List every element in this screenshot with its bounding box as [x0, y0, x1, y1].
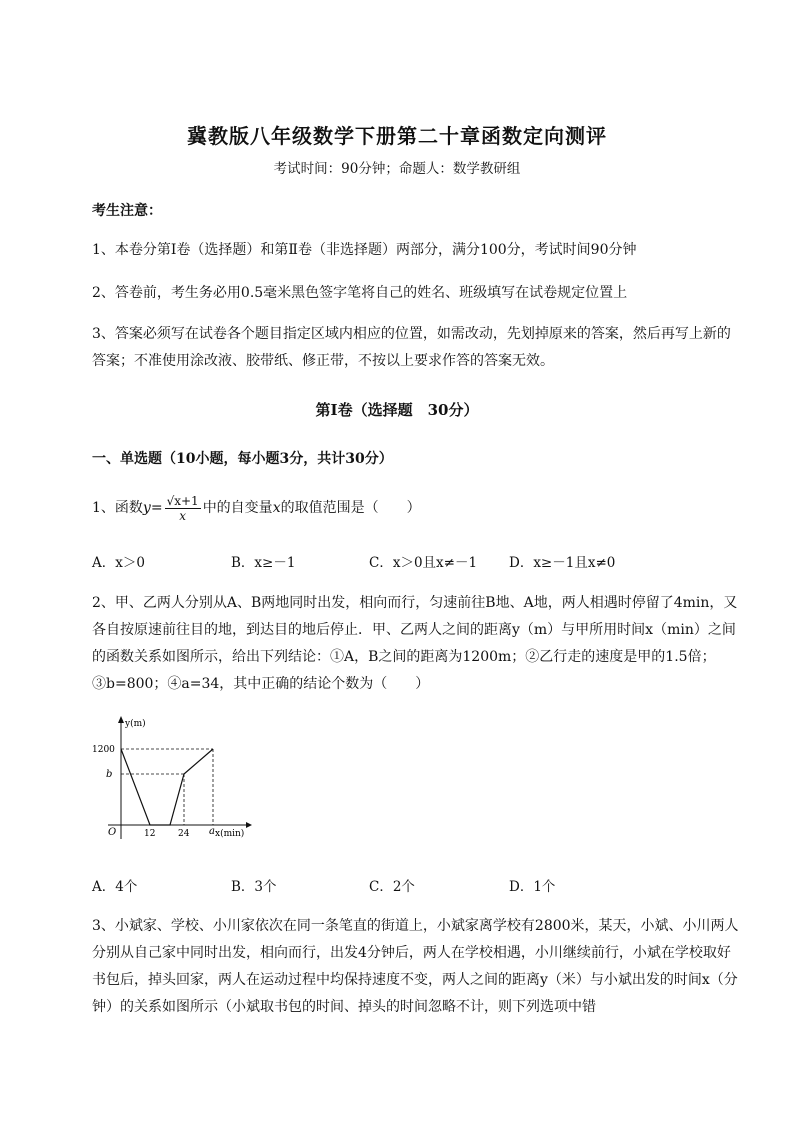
x-tick-12: 12: [144, 829, 156, 839]
q1-numerator: √x+1: [166, 493, 199, 508]
question-3: 3、小斌家、学校、小川家依次在同一条笔直的街道上，小斌家离学校有2800米，某天，小斌、小川两人分别从自己家中同时出发，相向而行，出发4分钟后，两人在学校相遇，小川继续前行，小斌在学校取好书包后，掉头回家，两人在运动过程中均保持速度不变，两人之间的距离y（米）与小斌出发的时间x（分钟）的关系如图所示（小斌取书包的时间、掉头的时间忽略不计，则下列选项中错: [92, 918, 739, 1015]
x-tick-a: a: [209, 826, 215, 837]
y-axis-label: y(m): [125, 719, 146, 729]
y-tick-1200: 1200: [92, 745, 115, 755]
notice-heading: 考生注意：: [92, 203, 162, 219]
x-axis-arrow: [246, 822, 252, 828]
q1-suffix: 中的自变量: [202, 500, 273, 516]
q2-option-d[interactable]: D．1个: [509, 879, 556, 895]
exam-info: 考试时间：90分钟；命题人：数学教研组: [273, 161, 521, 177]
q2-option-c[interactable]: C．2个: [369, 879, 415, 895]
q1-eq: =: [150, 500, 163, 516]
x-axis-label: x(min): [215, 829, 245, 839]
page-title: 冀教版八年级数学下册第二十章函数定向测评: [187, 124, 607, 148]
notice-item-1: 1、本卷分第I卷（选择题）和第Ⅱ卷（非选择题）两部分，满分100分，考试时间90分钟: [92, 242, 637, 258]
x-tick-24: 24: [178, 829, 190, 839]
q1-fraction: [165, 494, 201, 523]
q1-denominator: x: [179, 508, 187, 523]
part-heading: 一、单选题（10小题，每小题3分，共计30分）: [92, 451, 393, 467]
question-2: 2、甲、乙两人分别从A、B两地同时出发，相向而行，匀速前往B地、A地，两人相遇时停留了4min，又各自按原速前往目的地，到达目的地后停止．甲、乙两人之间的距离y（m）与甲所用时间x（min）之间的函数关系如图所示，给出下列结论：①A，B之间的距离为1200m；②乙行走的速度是甲的1.5倍；③b=800；④a=34，其中正确的结论个数为（ ）: [92, 595, 738, 692]
q1-option-d[interactable]: D．x≥－1且x≠0: [509, 555, 616, 571]
q1-var: x: [272, 500, 281, 516]
section-title: 第I卷（选择题 30分）: [315, 401, 479, 419]
question-1: [92, 490, 742, 526]
origin-label: O: [108, 827, 117, 838]
q1-option-a[interactable]: A．x＞0: [92, 555, 145, 571]
q1-option-b[interactable]: B．x≥－1: [231, 555, 296, 571]
y-tick-b: b: [106, 769, 113, 780]
q2-option-a[interactable]: A．4个: [92, 879, 138, 895]
q1-option-c[interactable]: C．x＞0且x≠－1: [369, 555, 478, 571]
y-axis-arrow: [118, 716, 124, 723]
q1-y: y: [142, 500, 151, 516]
distance-time-graph: [88, 713, 258, 843]
notice-item-2: 2、答卷前，考生务必用0.5毫米黑色签字笔将自己的姓名、班级填写在试卷规定位置上: [92, 285, 628, 301]
q1-prefix: 1、函数: [92, 500, 143, 516]
graph-line: [121, 749, 213, 825]
notice-item-3: 3、答案必须写在试卷各个题目指定区域内相应的位置，如需改动，先划掉原来的答案，然后再写上新的答案；不准使用涂改液、胶带纸、修正带，不按以上要求作答的答案无效。: [92, 326, 731, 369]
q2-option-b[interactable]: B．3个: [231, 879, 277, 895]
q1-tail: 的取值范围是（ ）: [280, 500, 421, 516]
